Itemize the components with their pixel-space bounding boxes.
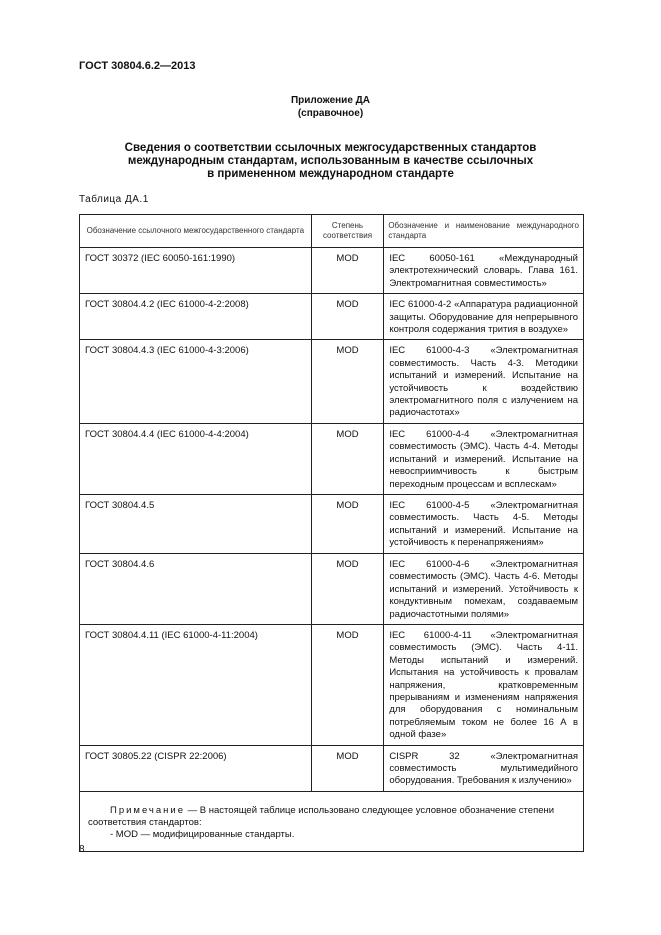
table-label: Таблица ДА.1 xyxy=(79,194,149,205)
cell-standard: ГОСТ 30372 (IEC 60050-161:1990) xyxy=(80,248,312,294)
note-label: Примечание xyxy=(110,804,185,816)
cell-degree: MOD xyxy=(311,624,384,745)
cell-degree: MOD xyxy=(311,248,384,294)
note-item: - MOD — модифицированные стандарты. xyxy=(110,828,295,840)
table-row xyxy=(80,494,584,553)
header-international: Обозначение и наименование международного стандарта xyxy=(384,215,584,248)
section-heading xyxy=(79,142,582,181)
page-number: 8 xyxy=(79,844,85,855)
cell-international: IEC 61000-4-2 «Аппаратура радиационной защиты. Оборудование для непрерывного контроля содержания трития в воздухе» xyxy=(384,294,584,340)
table-note xyxy=(80,791,584,851)
cell-degree: MOD xyxy=(311,553,384,624)
table-row xyxy=(80,340,584,423)
appendix-subtitle: (справочное) xyxy=(297,108,364,119)
cell-international: IEC 61000-4-11 «Электромагнитная совместимость (ЭМС). Часть 4-11. Методы испытаний и измерений. Испытания на устойчивость к провалам напряжения, кратковременным прерываниям и изменениям напряжения для оборудования с номинальным потребляемым током не более 16 А в одной фазе» xyxy=(384,624,584,745)
header-standard: Обозначение ссылочного межгосударственного стандарта xyxy=(80,215,312,248)
table-note-row xyxy=(80,791,584,851)
cell-degree: MOD xyxy=(311,494,384,553)
document-code: ГОСТ 30804.6.2—2013 xyxy=(79,60,196,72)
cell-degree: MOD xyxy=(311,745,384,791)
cell-international: IEC 61000-4-4 «Электромагнитная совместимость (ЭМС). Часть 4-4. Методы испытаний и измерений. Испытание на невосприимчивость к быстрым переходным процессам и всплескам» xyxy=(384,423,584,494)
table-row xyxy=(80,624,584,745)
cell-standard: ГОСТ 30805.22 (CISPR 22:2006) xyxy=(80,745,312,791)
table-row xyxy=(80,553,584,624)
cell-standard: ГОСТ 30804.4.5 xyxy=(80,494,312,553)
cell-degree: MOD xyxy=(311,423,384,494)
table-row xyxy=(80,294,584,340)
cell-standard: ГОСТ 30804.4.4 (IEC 61000-4-4:2004) xyxy=(80,423,312,494)
heading-line: международным стандартам, использованным в качестве ссылочных xyxy=(127,155,534,167)
heading-line: Сведения о соответствии ссылочных межгосударственных стандартов xyxy=(124,142,537,154)
correspondence-table xyxy=(79,214,584,852)
header-degree: Степень соответствия xyxy=(311,215,384,248)
cell-international: IEC 61000-4-6 «Электромагнитная совместимость (ЭМС). Часть 4-6. Методы испытаний и измерений. Устойчивость к кондуктивным помехам, создаваемым радиочастотными полями» xyxy=(384,553,584,624)
cell-degree: MOD xyxy=(311,294,384,340)
cell-standard: ГОСТ 30804.4.11 (IEC 61000-4-11:2004) xyxy=(80,624,312,745)
cell-international: CISPR 32 «Электромагнитная совместимость мультимедийного оборудования. Требования к излучению» xyxy=(384,745,584,791)
table-row xyxy=(80,745,584,791)
heading-line: в примененном международном стандарте xyxy=(207,168,454,180)
table-row xyxy=(80,248,584,294)
cell-international: IEC 61000-4-5 «Электромагнитная совместимость. Часть 4-5. Методы испытаний и измерений. Испытание на устойчивость к перенапряжениям» xyxy=(384,494,584,553)
cell-international: IEC 61000-4-3 «Электромагнитная совместимость. Часть 4-3. Методики испытаний и измерений. Испытание на устойчивость к воздействию электромагнитного поля с излучением на радиочастотах» xyxy=(384,340,584,423)
note-text xyxy=(88,805,575,829)
cell-international: IEC 60050-161 «Международный электротехнический словарь. Глава 161. Электромагнитная совместимость» xyxy=(384,248,584,294)
cell-standard: ГОСТ 30804.4.6 xyxy=(80,553,312,624)
table-header-row xyxy=(80,215,584,248)
cell-standard: ГОСТ 30804.4.3 (IEC 61000-4-3:2006) xyxy=(80,340,312,423)
note-body: — В настоящей таблице использовано следующее условное обозначение степени соответствия стандартов: xyxy=(88,804,555,828)
appendix-title: Приложение ДА xyxy=(290,95,371,106)
cell-degree: MOD xyxy=(311,340,384,423)
table-row xyxy=(80,423,584,494)
cell-standard: ГОСТ 30804.4.2 (IEC 61000-4-2:2008) xyxy=(80,294,312,340)
